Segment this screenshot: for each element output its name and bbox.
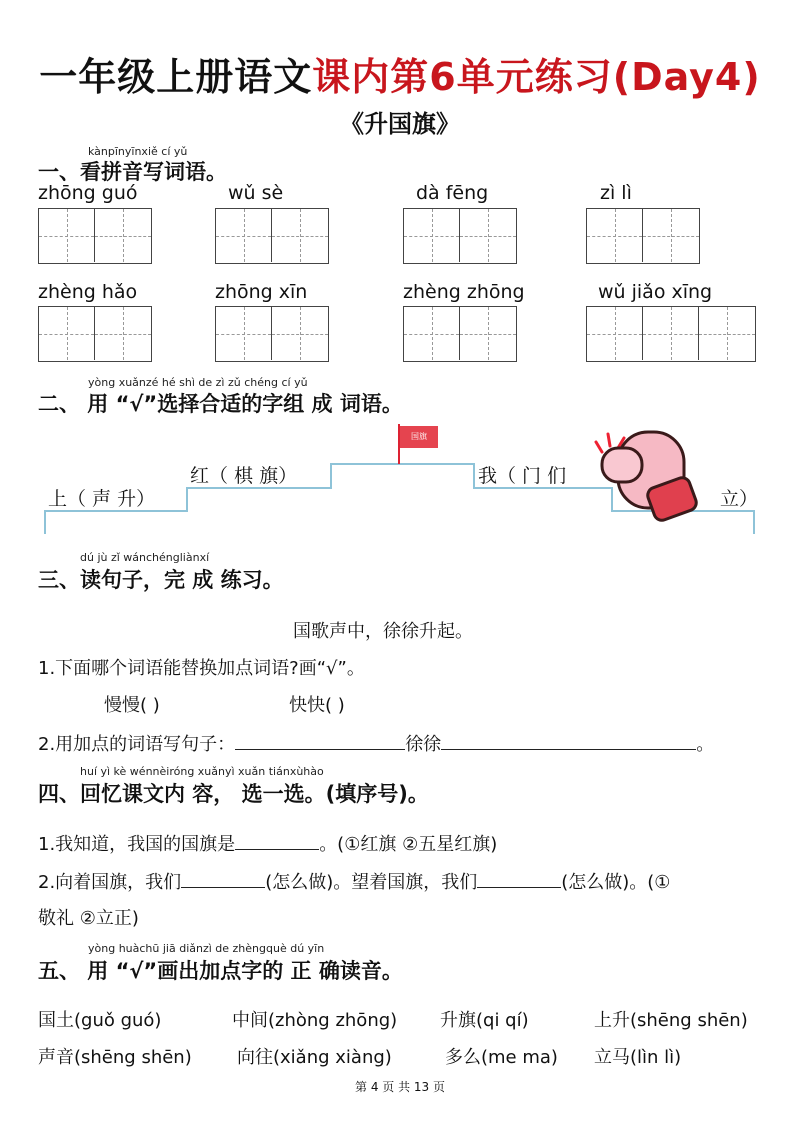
write-grid-2[interactable]: [215, 208, 329, 264]
title-black: 一年级上册语文: [39, 55, 313, 99]
pinyin-1: zhōng guó: [38, 182, 138, 204]
q2-a: 2.向着国旗，我们: [38, 872, 182, 893]
section5-ruby: yòng huàchū jiā diǎnzì de zhèngquè dú yīn: [88, 942, 325, 955]
step4-choice[interactable]: 立）: [720, 488, 759, 510]
section3-sentence: 国歌声中，徐徐升起。: [293, 621, 473, 642]
section3-q1: 1.下面哪个词语能替换加点词语?画“√”。: [38, 658, 365, 679]
write-grid-3[interactable]: [403, 208, 517, 264]
write-grid-4[interactable]: [586, 208, 700, 264]
action-blank-2[interactable]: [477, 870, 561, 888]
reading-item[interactable]: 立马(lìn lì): [594, 1047, 682, 1068]
answer-blank-2[interactable]: [441, 732, 696, 750]
section2-ruby: yòng xuǎnzé hé shì de zì zǔ chéng cí yǔ: [88, 376, 308, 389]
q2-mid: 徐徐: [405, 734, 442, 755]
page-number: 第 4 页 共 13 页: [355, 1080, 445, 1094]
section3-heading: 三、读句子，完 成 练习。: [38, 568, 284, 592]
step2-choice[interactable]: 红（ 棋 旗）: [190, 465, 298, 487]
option-manman[interactable]: 慢慢( ): [104, 695, 160, 716]
reading-item[interactable]: 中间(zhòng zhōng): [232, 1010, 398, 1031]
flag-text: 国旗: [411, 432, 427, 441]
section1-ruby: kànpīnyīnxiě cí yǔ: [88, 145, 188, 158]
section4-ruby: huí yì kè wénnèiróng xuǎnyì xuǎn tiánxùhào: [80, 765, 324, 778]
write-grid-8[interactable]: [586, 306, 756, 362]
pinyin-3: dà fēng: [416, 182, 489, 204]
page-title: [0, 46, 800, 101]
q1-suffix: 。(①红旗 ②五星红旗): [319, 834, 498, 855]
section4-heading: 四、回忆课文内 容， 选一选。(填序号)。: [38, 782, 429, 806]
pinyin-8: wǔ jiǎo xīng: [598, 281, 713, 303]
answer-blank-1[interactable]: [235, 732, 405, 750]
section4-q1: [38, 830, 497, 856]
section4-q2: [38, 868, 670, 894]
mitten-icon: [588, 428, 700, 524]
section3-ruby: dú jù zǐ wánchéngliànxí: [80, 551, 210, 564]
flag-icon: [400, 426, 438, 448]
q2-b: (怎么做)。望着国旗，我们: [265, 872, 478, 893]
reading-item[interactable]: 多么(me ma): [445, 1047, 558, 1068]
pinyin-4: zì lì: [600, 182, 632, 204]
write-grid-6[interactable]: [215, 306, 329, 362]
step1-choice[interactable]: 上（ 声 升）: [48, 488, 156, 510]
title-day: (Day4): [612, 55, 761, 99]
pinyin-2: wǔ sè: [228, 182, 284, 204]
title-red2: 练习: [534, 55, 613, 99]
pinyin-7: zhèng zhōng: [403, 281, 525, 303]
reading-item[interactable]: 上升(shēng shēn): [594, 1010, 748, 1031]
option-kuaikuai[interactable]: 快快( ): [289, 695, 345, 716]
section4-q2-cont: 敬礼 ②立正): [38, 908, 139, 929]
reading-item[interactable]: 向往(xiǎng xiàng): [237, 1047, 392, 1068]
stair-riser-1: [186, 487, 188, 512]
reading-item[interactable]: 声音(shēng shēn): [38, 1047, 192, 1068]
lesson-title: 《升国旗》: [340, 109, 460, 138]
q2-end: 。: [696, 734, 715, 755]
q2-prefix: 2.用加点的词语写句子：: [38, 734, 236, 755]
stair-right-edge: [753, 510, 755, 534]
q2-c: (怎么做)。(①: [561, 872, 671, 893]
write-grid-7[interactable]: [403, 306, 517, 362]
section2-heading: 二、 用 “√”选择合适的字组 成 词语。: [38, 392, 403, 416]
stair-riser-3: [473, 463, 475, 489]
stair-top: [330, 463, 475, 465]
write-grid-1[interactable]: [38, 208, 152, 264]
section1-heading: 一、看拼音写词语。: [38, 160, 227, 184]
action-blank-1[interactable]: [181, 870, 265, 888]
write-grid-5[interactable]: [38, 306, 152, 362]
reading-item[interactable]: 国土(guǒ guó): [38, 1010, 162, 1031]
stair-left-edge: [44, 510, 46, 534]
title-red: 课内第6单元: [312, 55, 535, 99]
section5-heading: 五、 用 “√”画出加点字的 正 确读音。: [38, 959, 403, 983]
reading-item[interactable]: 升旗(qi qí): [440, 1010, 529, 1031]
section3-q2: [38, 730, 714, 756]
pinyin-6: zhōng xīn: [215, 281, 308, 303]
flag-answer-blank[interactable]: [235, 832, 319, 850]
step3-choice[interactable]: 我（ 门 们: [478, 465, 567, 487]
stair-riser-2: [330, 463, 332, 489]
pinyin-5: zhèng hǎo: [38, 281, 138, 303]
q1-prefix: 1.我知道，我国的国旗是: [38, 834, 236, 855]
